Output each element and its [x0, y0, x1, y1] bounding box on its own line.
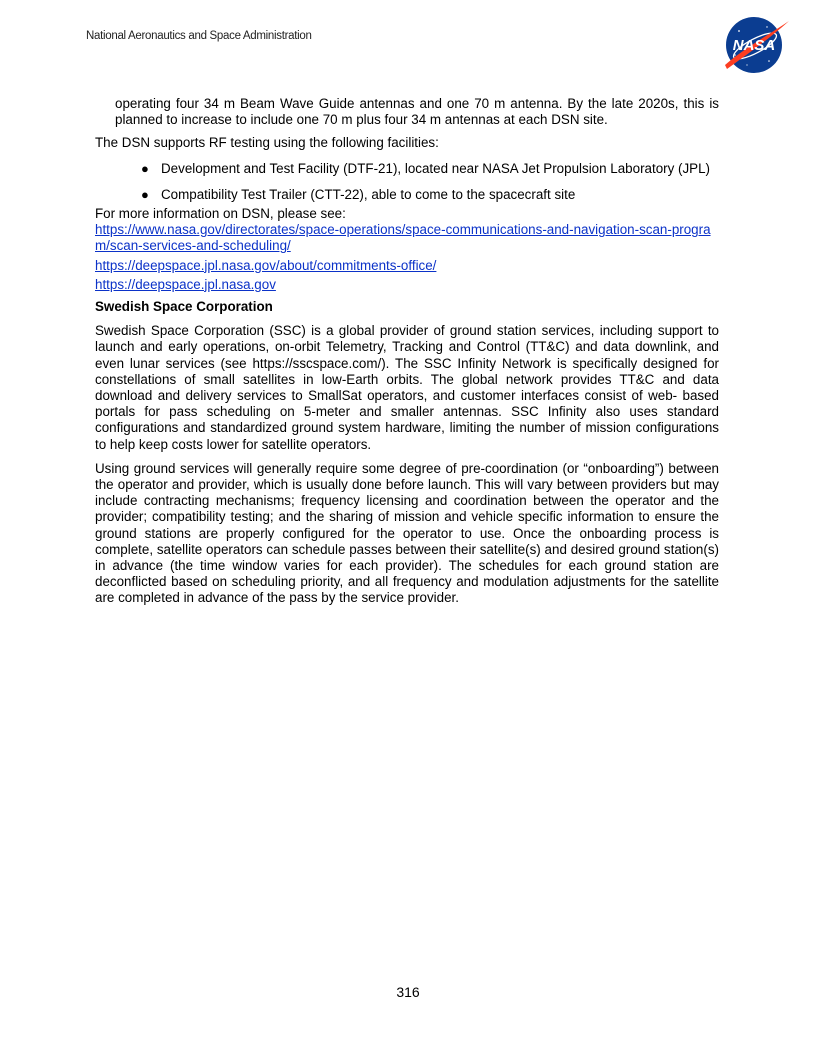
facility-text: Development and Test Facility (DTF-21), located near NASA Jet Propulsion Laboratory (JPL) — [161, 160, 711, 176]
dsn-continuation-text: operating four 34 m Beam Wave Guide antennas and one 70 m antenna. By the late 2020s, this is planned to increase to include one 70 m plus four 34 m antennas at each DSN site. — [115, 96, 719, 128]
facility-list — [95, 161, 719, 203]
nasa-logo-icon — [721, 15, 791, 75]
more-info-text: For more information on DSN, please see: — [95, 206, 346, 222]
link-scan-services[interactable]: https://www.nasa.gov/directorates/space-operations/space-communications-and-navigation-scan-program/scan-services-and-scheduling/ — [95, 222, 711, 254]
dsn-intro-text: The DSN supports RF testing using the following facilities: — [95, 135, 439, 151]
ground-services-paragraph: Using ground services will generally require some degree of pre-coordination (or “onboarding”) between the operator and provider, which is usually done before launch. This will vary between providers but may include contracting mechanisms; frequency licensing and coordination between the operator and the provider; compatibility testing; and the sharing of mission and vehicle specific information to ensure the ground stations are properly configured for the operator to use. Once the onboarding process is complete, satellite operators can schedule passes between their satellite(s) and desired ground station(s) in advance (the time window varies for each provider). The schedules for each ground station are deconflicted based on scheduling priority, and all frequency and modulation adjustments for the satellite are completed in advance of the pass by the service provider. — [95, 460, 719, 606]
link-commitments-office[interactable]: https://deepspace.jpl.nasa.gov/about/commitments-office/ — [95, 257, 437, 273]
bullet-icon: ● — [141, 186, 149, 202]
ssc-paragraph: Swedish Space Corporation (SSC) is a global provider of ground station services, including support to launch and early operations, on-orbit Telemetry, Tracking and Control (TT&C) and data downlink, and even lunar services (see https://sscspace.com/). The SSC Infinity Network is specifically designed for constellations of small satellites in low-Earth orbits. The global network provides TT&C and data download and delivery services to SmallSat operators, and customer interfaces consist of web- based portals for pass scheduling on 5-meter and smaller antennas. SSC Infinity also uses standard configurations and standardized ground system hardware, limiting the number of mission configurations to help keep costs lower for satellite operators. — [95, 323, 719, 452]
document-body — [95, 96, 719, 607]
nasa-logo-text: NASA — [732, 37, 776, 54]
facility-text: Compatibility Test Trailer (CTT-22), able to come to the spacecraft site — [161, 186, 576, 202]
header-agency-name: National Aeronautics and Space Administration — [86, 30, 312, 42]
link-deepspace[interactable]: https://deepspace.jpl.nasa.gov — [95, 276, 276, 292]
page-number: 316 — [396, 984, 420, 1000]
ssc-heading: Swedish Space Corporation — [95, 299, 273, 315]
list-item — [141, 186, 719, 203]
list-item — [141, 160, 719, 177]
bullet-icon: ● — [141, 160, 149, 176]
